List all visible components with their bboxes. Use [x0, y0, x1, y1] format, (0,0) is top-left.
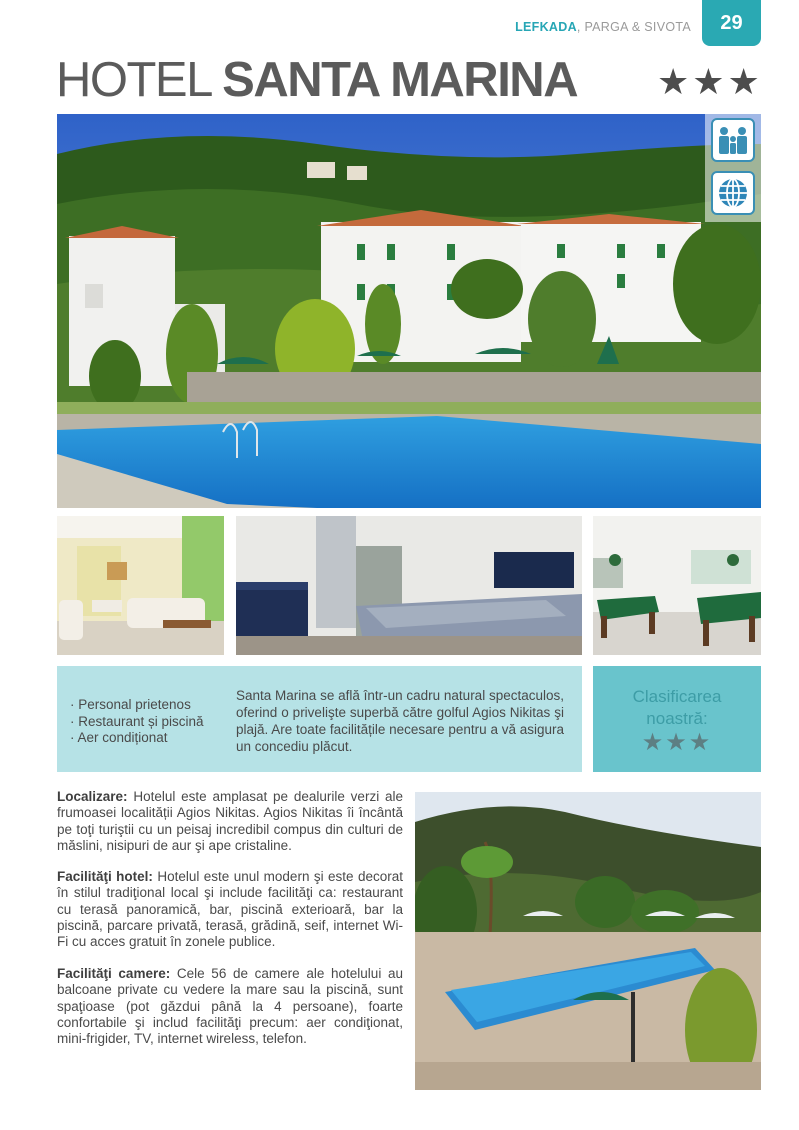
- feature-item: · Restaurant și piscină: [70, 713, 204, 729]
- page-number: 29: [702, 0, 761, 46]
- hotel-facilities-section: [57, 869, 403, 950]
- rating-stars: ★★★: [641, 729, 713, 756]
- hotel-title-prefix: HOTEL: [56, 53, 223, 107]
- feature-item: · Personal prietenos: [70, 697, 191, 712]
- intro-paragraph: Santa Marina se află într-un cadru natural spectaculos, oferind o privelişte superbă către golful Agios Nikitas şi plajă. Are toate facilitățile necesare pentru a vă asigura un concediu plăcut.: [236, 688, 564, 754]
- bedroom-photo: [236, 516, 582, 655]
- hotel-name: SANTA MARINA: [222, 53, 578, 107]
- rating-label-line2: noastră:: [646, 709, 708, 728]
- section-heading: Facilităţi camere:: [57, 966, 171, 981]
- lobby-photo: [57, 516, 224, 655]
- hotel-title: [56, 51, 577, 109]
- region-header: [515, 20, 691, 34]
- location-section: [57, 789, 403, 854]
- billiards-room-photo: [593, 516, 761, 655]
- family-icon: [711, 118, 755, 162]
- rating-box: [593, 666, 761, 772]
- section-text: Hotelul este unul modern şi este decorat în stilul tradiţional local şi include facilităţi ca: restaurant cu terasă panoramică, bar, piscină exterioară, bar la piscină, parcare privată, terasă, grădină, seif, internet Wi-Fi cu acces gratuit în zonele publice.: [57, 869, 403, 950]
- section-text: Hotelul este amplasat pe dealurile verzi ale frumoasei localității Agios Nikitas. Agios Nikitas îi încântă pe toţi turiştii cu un peisaj incredibil compus din culturi de măslini, nisipuri de aur şi ape cristaline.: [57, 789, 403, 853]
- region-subtitle: , PARGA & SIVOTA: [576, 20, 691, 34]
- globe-icon: [711, 171, 755, 215]
- room-facilities-section: [57, 966, 403, 1047]
- rating-label-line1: Clasificarea: [632, 687, 722, 706]
- feature-item: · Aer condiționat: [70, 730, 168, 745]
- section-heading: Localizare:: [57, 789, 128, 804]
- rating-label: [593, 686, 761, 730]
- section-heading: Facilităţi hotel:: [57, 869, 153, 884]
- feature-list: [70, 697, 204, 747]
- main-pool-photo: [57, 114, 761, 508]
- section-text: Cele 56 de camere ale hotelului au balcoane private cu vedere la mare sau la piscină, sunt spaţioase (pot găzdui până la 4 persoane), foarte confortabile şi includ facilităţi precum: aer condiţionat, mini-frigider, TV, internet wireless, telefon.: [57, 966, 403, 1047]
- pool-aerial-photo: [415, 792, 761, 1090]
- region-name: LEFKADA: [515, 20, 577, 34]
- hotel-star-rating: ★★★: [657, 61, 763, 102]
